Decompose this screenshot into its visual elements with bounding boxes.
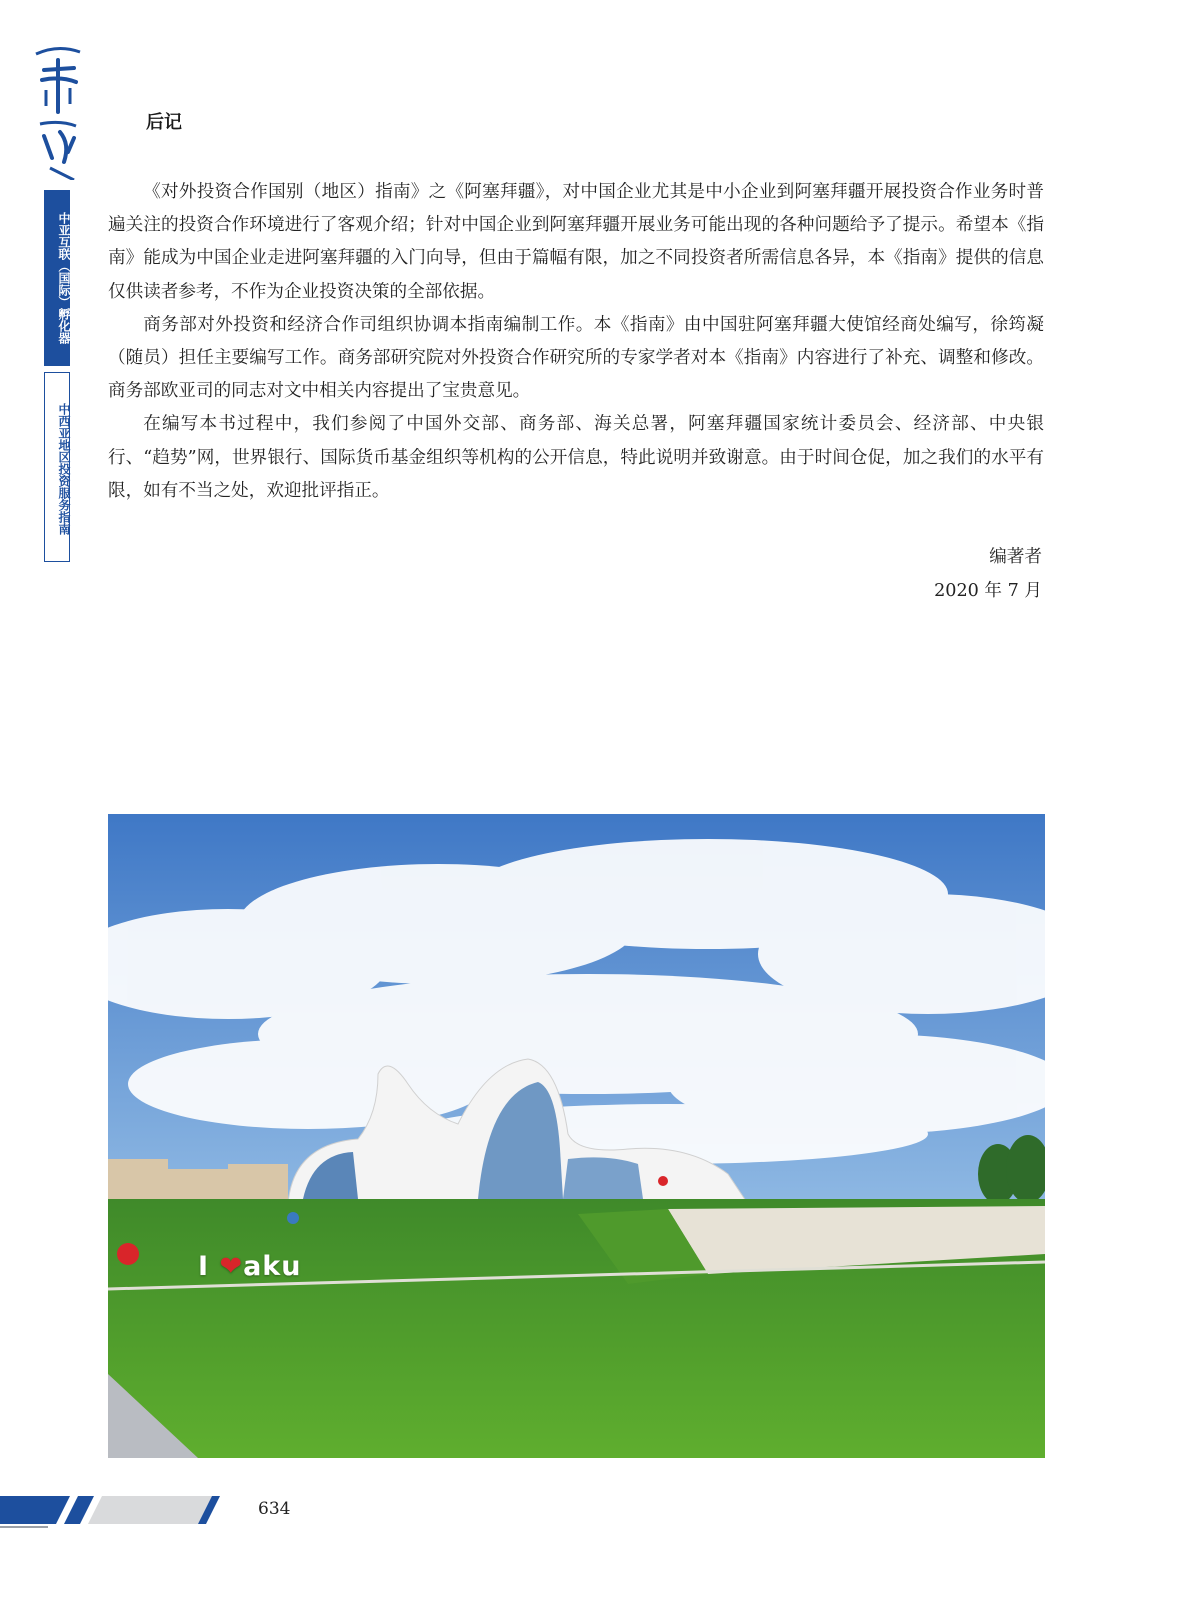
side-label-bottom: 中西亚地区投资服务指南 bbox=[57, 403, 71, 535]
baku-landscape-illustration bbox=[108, 814, 1045, 1458]
page-title: 后记 bbox=[146, 112, 182, 133]
footer-stripes bbox=[0, 1490, 230, 1530]
sign-letter-i: I bbox=[198, 1251, 210, 1282]
signature-date: 2020 年 7 月 bbox=[934, 581, 1042, 601]
i-love-baku-sign bbox=[198, 1251, 301, 1282]
paragraph: 在编写本书过程中，我们参阅了中国外交部、商务部、海关总署，阿塞拜疆国家统计委员会、经济部、中央银行、“趋势”网，世界银行、国际货币基金组织等机构的公开信息，特此说明并致谢意。由于时间仓促，加之我们的水平有限，如有不当之处，欢迎批评指正。 bbox=[108, 414, 1044, 501]
signature-block bbox=[934, 540, 1042, 608]
signature-author: 编著者 bbox=[989, 547, 1042, 567]
paragraph: 《对外投资合作国别（地区）指南》之《阿塞拜疆》，对中国企业尤其是中小企业到阿塞拜疆开展投资合作业务时普遍关注的投资合作环境进行了客观介绍；针对中国企业到阿塞拜疆开展业务可能出现的各种问题给予了提示。希望本《指南》能成为中国企业走进阿塞拜疆的入门向导，但由于篇幅有限，加之不同投资者所需信息各异，本《指南》提供的信息仅供读者参考，不作为企业投资决策的全部依据。 bbox=[108, 182, 1044, 302]
heart-icon: ❤ bbox=[219, 1251, 244, 1282]
baku-photo bbox=[108, 814, 1045, 1458]
paragraph: 商务部对外投资和经济合作司组织协调本指南编制工作。本《指南》由中国驻阿塞拜疆大使馆经商处编写，徐筠凝（随员）担任主要编写工作。商务部研究院对外投资合作研究所的专家学者对本《指南》内容进行了补充、调整和修改。商务部欧亚司的同志对文中相关内容提出了宝贵意见。 bbox=[108, 314, 1044, 402]
side-band bbox=[44, 168, 72, 588]
side-label-top: 中亚互联（国际）孵化器 bbox=[57, 212, 71, 344]
afterword-body bbox=[108, 176, 1044, 508]
sign-letters-aku: aku bbox=[243, 1251, 302, 1282]
page-number: 634 bbox=[258, 1499, 291, 1519]
belt-road-logo bbox=[30, 40, 86, 180]
